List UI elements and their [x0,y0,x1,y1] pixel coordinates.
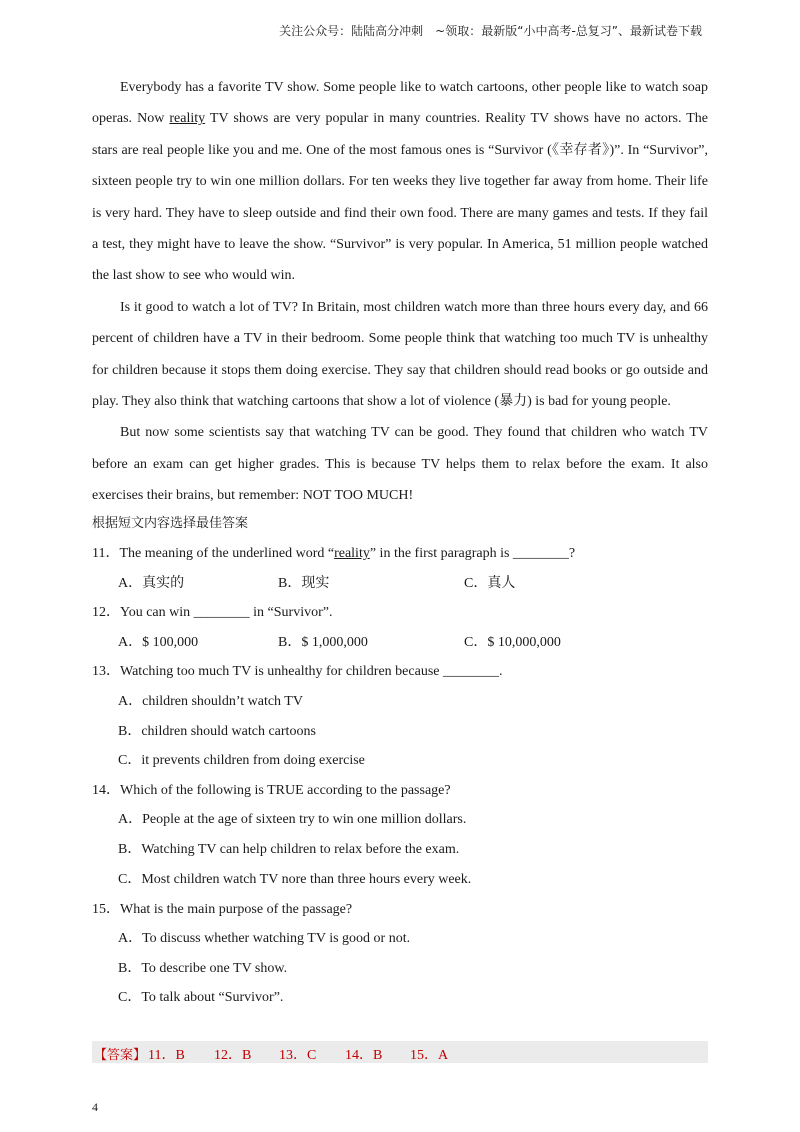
q15-option-c: C．To talk about “Survivor”. [118,990,284,1005]
q11-text-start: 11．The meaning of the underlined word “ [92,546,335,561]
page-header: 关注公众号：陆陆高分冲刺 ~领取：最新版“小中高考-总复习”、最新试卷下载 [279,24,702,38]
page-number: 4 [92,1100,98,1114]
question-13: 13．Watching too much TV is unhealthy for children because ________. [92,664,503,679]
q13-option-c: C．it prevents children from doing exercise [118,753,365,768]
q14-option-c: C．Most children watch TV nore than three hours every week. [118,872,472,887]
question-11 [92,542,575,562]
q15-option-b: B．To describe one TV show. [118,961,288,976]
paragraph-1 [92,72,708,292]
q11-option-c: C．真人 [464,576,516,591]
question-12: 12．You can win ________ in “Survivor”. [92,605,333,620]
q11-option-b: B．现实 [278,576,330,591]
q11-option-a: A．真实的 [118,576,185,591]
q11-underlined-word: reality [334,546,370,561]
underlined-word: reality [169,111,206,127]
q12-option-b: B．$ 1,000,000 [278,635,368,650]
paragraph-2: Is it good to watch a lot of TV? In Britain, most children watch more than three hours every day, and 66 percent of children have a TV in their bedroom. Some people think that watching too much TV is unhealthy for children because it stops them doing exercise. They say that children should read books or go outside and play. They also think that watching cartoons that show a lot of violence (暴力) is bad for young people. [92,299,708,410]
q14-option-b: B．Watching TV can help children to relax before the exam. [118,842,460,857]
q11-text-end: ” in the first paragraph is ________? [369,546,576,561]
answer-14: 14．B [345,1048,383,1063]
reading-passage [92,72,708,512]
answer-12: 12．B [214,1048,252,1063]
answer-15: 15．A [410,1048,449,1063]
paragraph-1-rest: TV shows are very popular in many countries. Reality TV shows have no actors. The stars are real people like you and me. One of the most famous ones is “Survivor (《幸存者》)”. In “Survivor”, sixteen people try to win one million dollars. For ten weeks they live together far away from home. Their life is very hard. They have to sleep outside and find their own food. There are many games and tests. If they fail a test, they might have to leave the show. “Survivor” is very popular. In America, 51 million people watched the last show to see who would win. [92,111,708,284]
q12-option-a: A．$ 100,000 [118,635,199,650]
instruction: 根据短文内容选择最佳答案 [92,516,249,531]
answer-13: 13．C [279,1048,317,1063]
question-14: 14．Which of the following is TRUE according to the passage? [92,783,451,798]
q15-option-a: A．To discuss whether watching TV is good or not. [118,931,411,946]
answer-bar [92,1041,708,1063]
question-15: 15．What is the main purpose of the passage? [92,902,353,917]
answer-11: 11．B [148,1048,185,1063]
answer-label: 【答案】 [94,1048,147,1063]
q13-option-a: A．children shouldn’t watch TV [118,694,303,709]
paragraph-3: But now some scientists say that watching TV can be good. They found that children who watch TV before an exam can get higher grades. This is because TV helps them to relax before the exam. It also exercises their brains, but remember: NOT TOO MUCH! [92,425,708,504]
q13-option-b: B．children should watch cartoons [118,724,316,739]
q14-option-a: A．People at the age of sixteen try to win one million dollars. [118,812,467,827]
paragraph-1-start: Everybody has a favorite TV show. Some people like to watch cartoons, other people like to watch soap operas. Now [92,80,708,127]
q12-option-c: C．$ 10,000,000 [464,635,561,650]
